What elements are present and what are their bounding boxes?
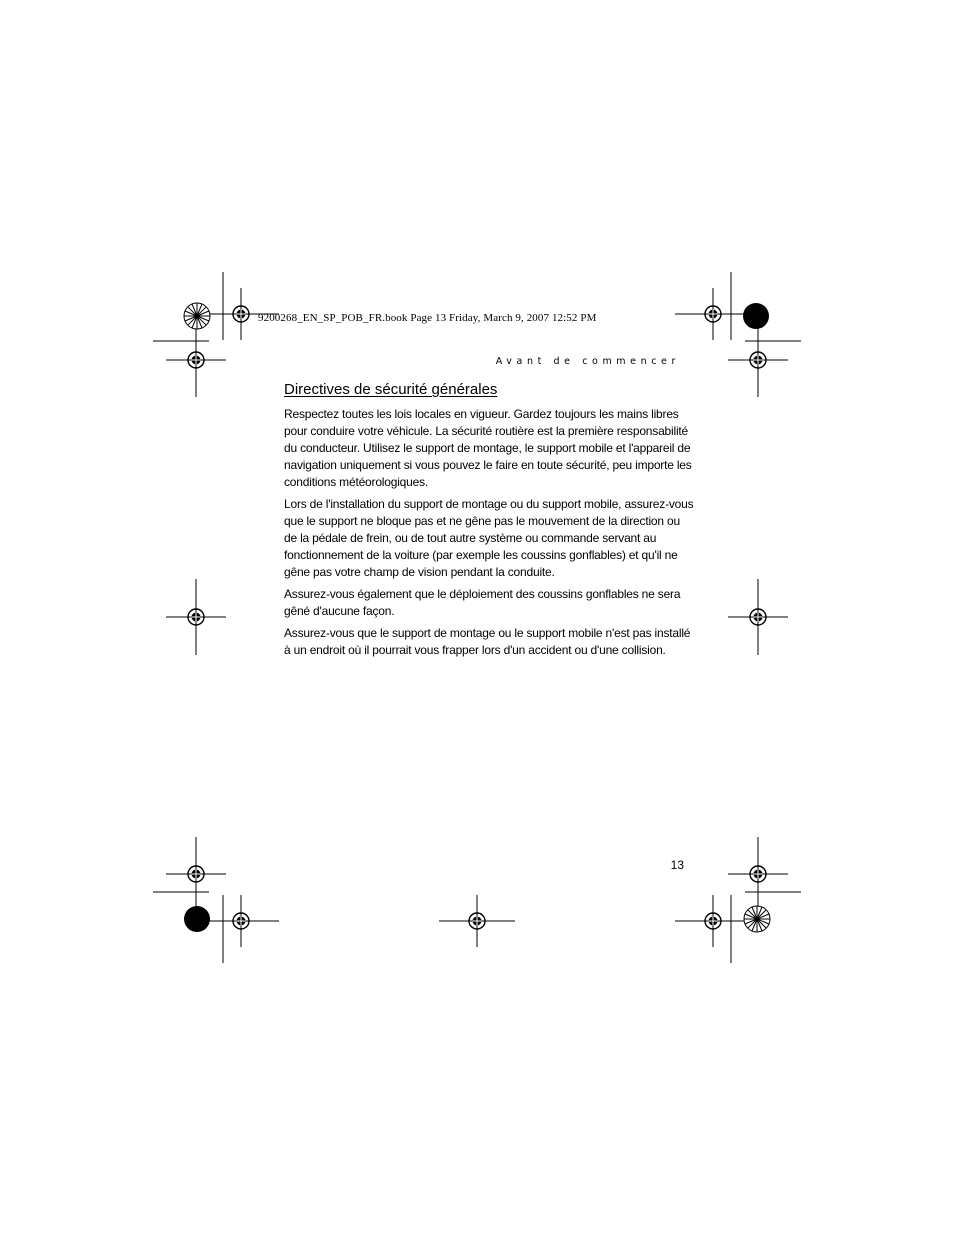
solid-mark-bottom-left bbox=[184, 906, 210, 932]
registration-mark-middle-right bbox=[728, 579, 788, 655]
starburst-mark-top-left bbox=[184, 303, 210, 329]
registration-mark-middle-left bbox=[166, 579, 226, 655]
registration-mark-lower-left bbox=[166, 837, 226, 911]
running-head: Avant de commencer bbox=[495, 356, 680, 367]
solid-mark-top-right bbox=[743, 303, 769, 329]
section-content bbox=[284, 380, 694, 664]
page-number: 13 bbox=[670, 858, 684, 872]
paragraph-1: Respectez toutes les lois locales en vigueur. Gardez toujours les mains libres pour conduire votre véhicule. La sécurité routière est la première responsabilité du conducteur. Utilisez le support de montage, le support mobile et l'appareil de navigation uniquement si vous pouvez le faire en toute sécurité, peu importe les conditions météorologiques. bbox=[284, 407, 692, 489]
registration-mark-lower-right bbox=[728, 837, 788, 911]
paragraph-4: Assurez-vous que le support de montage ou le support mobile n'est pas installé à un endroit où il pourrait vous frapper lors d'un accident ou d'une collision. bbox=[284, 626, 691, 657]
registration-mark-bottom-center bbox=[439, 895, 515, 947]
section-title: Directives de sécurité générales bbox=[284, 381, 498, 398]
registration-mark-upper-right bbox=[728, 323, 788, 397]
registration-mark-top-right bbox=[675, 288, 751, 340]
registration-mark-bottom-right bbox=[675, 895, 751, 947]
registration-mark-upper-left bbox=[166, 323, 226, 397]
registration-mark-bottom-left bbox=[203, 895, 279, 947]
paragraph-2: Lors de l'installation du support de montage ou du support mobile, assurez-vous que le support ne bloque pas et ne gêne pas le mouvement de la direction ou de la pédale de frein, ou de tout autre système ou commande servant au fonctionnement de la voiture (par exemple les coussins gonflables) et qu'il ne gêne pas votre champ de vision pendant la conduite. bbox=[284, 497, 694, 579]
starburst-mark-bottom-right bbox=[744, 906, 770, 932]
print-slug-line: 9200268_EN_SP_POB_FR.book Page 13 Friday, March 9, 2007 12:52 PM bbox=[258, 312, 597, 324]
paragraph-3: Assurez-vous également que le déploiement des coussins gonflables ne sera gêné d'aucune façon. bbox=[284, 587, 681, 618]
